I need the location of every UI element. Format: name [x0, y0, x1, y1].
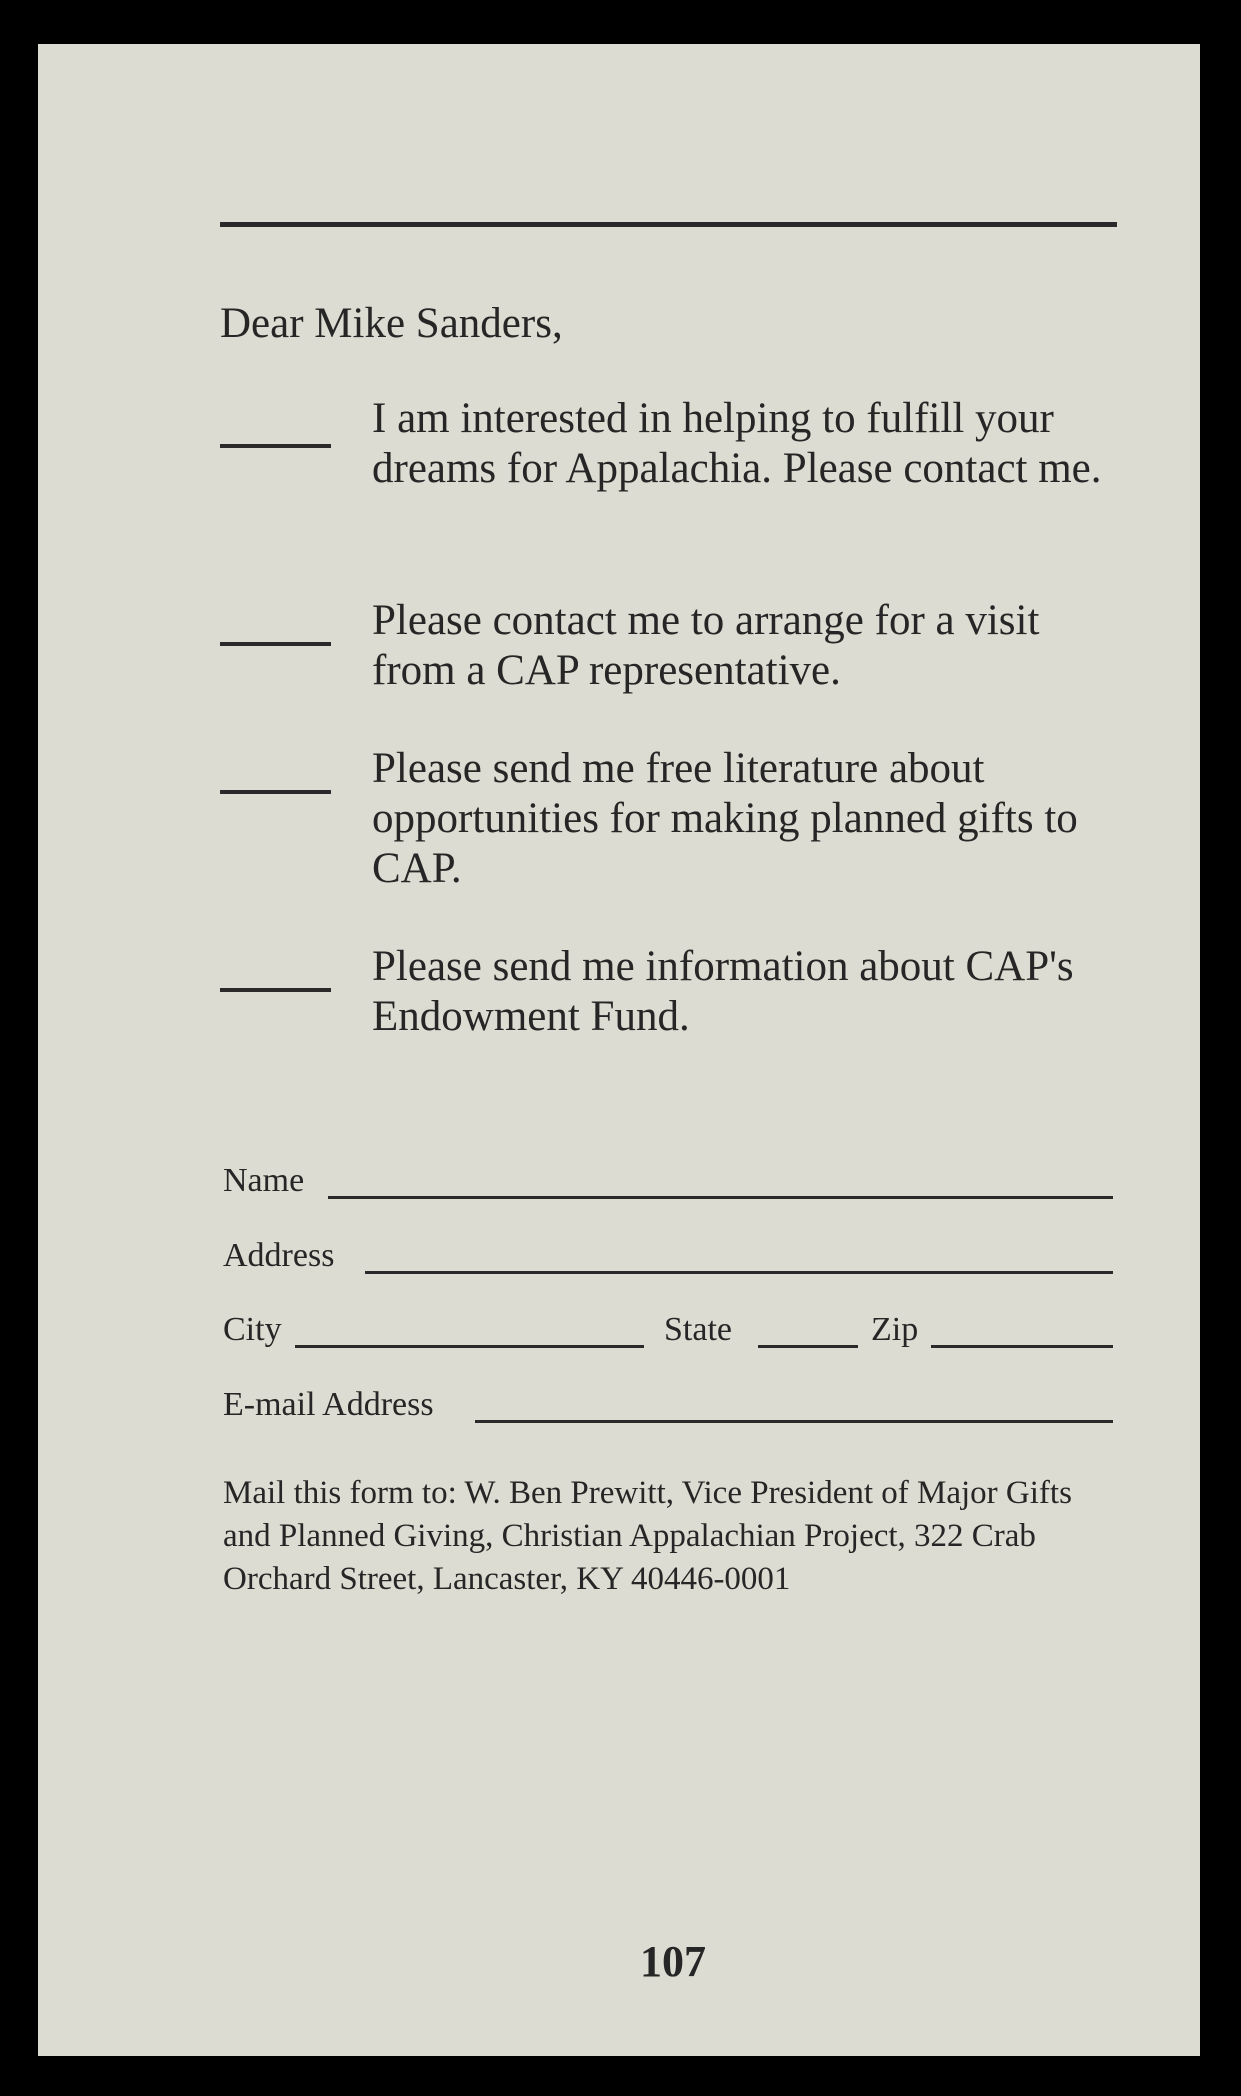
name-field [223, 1159, 1113, 1203]
option-text: I am interested in helping to fulfill your dreams for Appalachia. Please contact me. [372, 395, 1102, 492]
option-text: Please send me information about CAP's Endowment Fund. [372, 943, 1074, 1040]
checkbox-blank[interactable] [220, 988, 331, 992]
city-label: City [223, 1311, 282, 1348]
zip-label: Zip [871, 1311, 919, 1348]
city-state-zip-row [223, 1308, 1113, 1352]
state-label: State [664, 1311, 732, 1348]
option-text: Please send me free literature about opportunities for making planned gifts to CAP. [372, 745, 1078, 892]
mailing-instructions: Mail this form to: W. Ben Prewitt, Vice President of Major Gifts and Planned Giving, Christian Appalachian Project, 322 Crab Orchard Street, Lancaster, KY 40446-0001 [223, 1475, 1072, 1597]
email-label: E-mail Address [223, 1386, 434, 1423]
checkbox-blank[interactable] [220, 444, 331, 448]
option-text: Please contact me to arrange for a visit from a CAP representative. [372, 597, 1040, 694]
address-input-line[interactable] [365, 1271, 1113, 1274]
page-number: 107 [640, 1937, 706, 1986]
email-input-line[interactable] [475, 1420, 1113, 1423]
name-label: Name [223, 1162, 305, 1199]
checkbox-blank[interactable] [220, 642, 331, 646]
city-input-line[interactable] [295, 1345, 644, 1348]
state-input-line[interactable] [758, 1345, 858, 1348]
checkbox-blank[interactable] [220, 790, 331, 794]
reply-card [38, 44, 1200, 2056]
top-rule [220, 222, 1117, 227]
zip-input-line[interactable] [931, 1345, 1113, 1348]
name-input-line[interactable] [328, 1196, 1113, 1199]
address-label: Address [223, 1237, 335, 1274]
salutation: Dear Mike Sanders, [220, 300, 563, 347]
address-field [223, 1234, 1113, 1278]
email-field [223, 1383, 1113, 1427]
